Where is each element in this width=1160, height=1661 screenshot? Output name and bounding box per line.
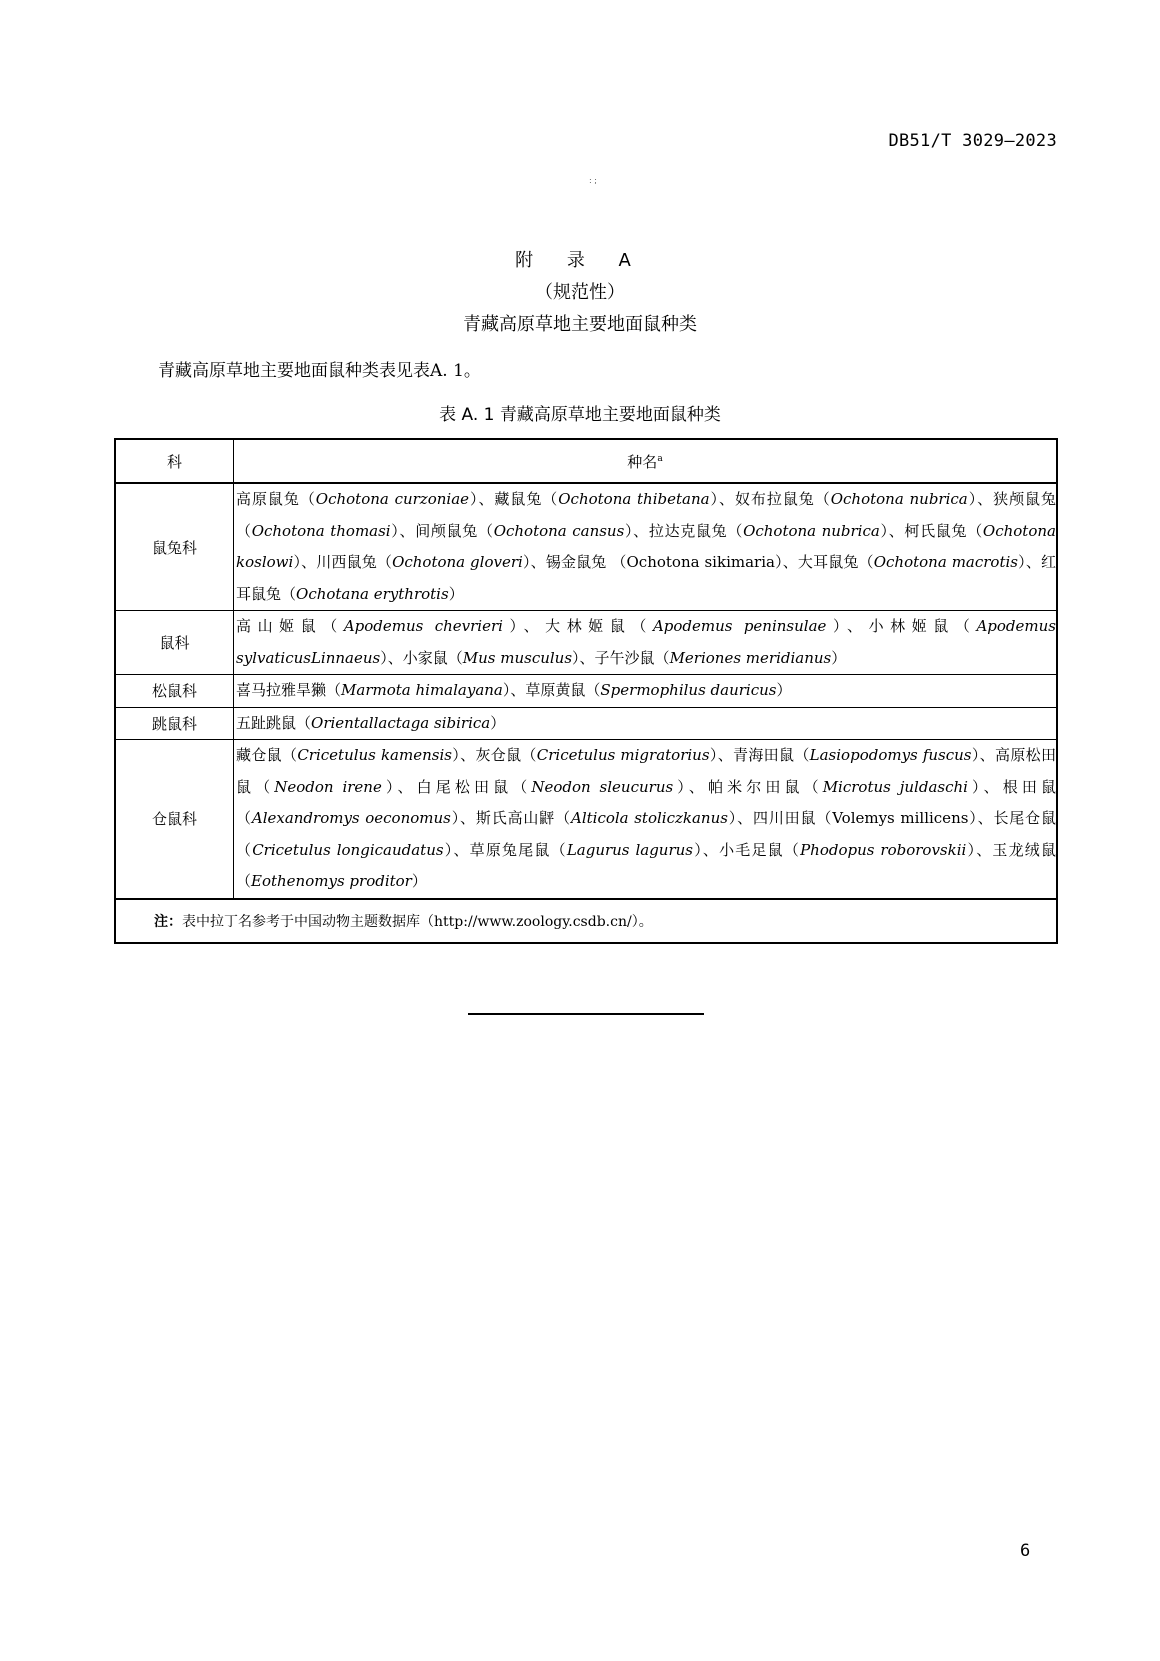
species-text: ）、小林姬鼠（ — [826, 617, 977, 635]
note-label: 注： — [154, 913, 182, 930]
column-header-family: 科 — [115, 439, 234, 483]
latin-name: Cricetulus kamensis — [297, 746, 452, 764]
species-text: ）、帕米尔田鼠（ — [673, 777, 823, 796]
species-text: ）、白尾松田鼠（ — [381, 777, 532, 796]
species-text: 高山姬鼠（ — [236, 617, 344, 635]
family-cell: 鼠科 — [115, 611, 234, 675]
family-cell: 松鼠科 — [115, 675, 234, 708]
species-text: ）、川西鼠兔（ — [293, 553, 393, 571]
table-caption: 表 A. 1 青藏高原草地主要地面鼠种类 — [439, 405, 721, 425]
latin-name: Apodemus peninsulae — [652, 617, 827, 635]
header-marks: : ; — [589, 176, 597, 185]
annex-type: （规范性） — [535, 282, 625, 303]
species-text: ）、草原兔尾鼠（ — [443, 840, 567, 859]
latin-name: Eothenomys proditor — [251, 872, 412, 890]
latin-name: Microtus juldaschi — [822, 777, 968, 796]
page-number: 6 — [1020, 1541, 1031, 1561]
species-text: ）、四川田鼠（Volemys millicens）、长尾仓鼠（ — [236, 809, 1056, 859]
species-text: ） — [448, 584, 464, 603]
latin-name: Ochotona macrotis — [873, 553, 1018, 571]
family-cell: 跳鼠科 — [115, 707, 234, 740]
latin-name: Ochotana erythrotis — [296, 584, 449, 603]
latin-name: Ochotona curzoniae — [315, 490, 470, 508]
family-cell: 仓鼠科 — [115, 740, 234, 899]
species-text: ）、红耳鼠兔（ — [236, 553, 1056, 603]
species-cell — [234, 707, 1058, 740]
latin-name: Ochotona nubrica — [830, 490, 968, 508]
latin-name: Spermophilus dauricus — [600, 681, 777, 699]
species-text: ） — [490, 713, 506, 732]
latin-name: Ochotona nubrica — [743, 521, 880, 540]
table-note — [115, 899, 1057, 943]
latin-name: Cricetulus migratorius — [536, 746, 710, 764]
note-text: 表中拉丁名参考于中国动物主题数据库（http://www.zoology.csdb.cn/）。 — [182, 913, 653, 930]
latin-name: Meriones meridianus — [669, 648, 832, 667]
latin-name: Mus musculus — [462, 648, 573, 667]
document-code: DB51/T 3029—2023 — [888, 131, 1057, 151]
family-cell: 鼠兔科 — [115, 483, 234, 611]
footnote-marker: a — [657, 453, 663, 464]
species-text: ）、斯氏高山䶄（ — [450, 809, 571, 827]
species-text: ）、间颅鼠兔（ — [390, 521, 494, 540]
column-header-species-label: 种名 — [627, 452, 658, 471]
latin-name: Alticola stoliczkanus — [570, 809, 728, 827]
species-table — [114, 438, 1058, 944]
latin-name: Ochotona thomasi — [251, 521, 391, 540]
table-header-row — [115, 439, 1057, 483]
species-text: ）、根田鼠（ — [236, 777, 1056, 827]
latin-name: Orientallactaga sibirica — [311, 713, 491, 732]
table-row — [115, 483, 1057, 611]
species-text: ）、狭颅鼠兔（ — [236, 490, 1056, 540]
annex-title: 附 录 A — [515, 250, 645, 271]
species-text: ）、子午沙鼠（ — [572, 648, 670, 667]
end-divider — [468, 1013, 704, 1015]
species-text: ）、灰仓鼠（ — [451, 746, 537, 764]
latin-name: Ochotona cansus — [493, 521, 625, 540]
column-header-species — [234, 439, 1058, 483]
species-text: ）、大林姬鼠（ — [502, 617, 653, 635]
species-text: 五趾跳鼠（ — [236, 713, 312, 732]
species-cell — [234, 611, 1058, 675]
intro-paragraph: 青藏高原草地主要地面鼠种类表见表A. 1。 — [158, 361, 481, 381]
latin-name: Ochotona koslowi — [236, 521, 1056, 571]
species-text: ）、拉达克鼠兔（ — [624, 521, 744, 540]
latin-name: Neodon sleucurus — [531, 777, 674, 796]
latin-name: Marmota himalayana — [341, 681, 503, 699]
species-text: ） — [411, 872, 427, 890]
latin-name: Ochotona gloveri — [392, 553, 523, 571]
species-text: ）、柯氏鼠兔（ — [879, 521, 983, 540]
latin-name: Neodon irene — [274, 777, 382, 796]
species-cell — [234, 483, 1058, 611]
table-row — [115, 611, 1057, 675]
species-text: 藏仓鼠（ — [236, 746, 298, 764]
table-row — [115, 707, 1057, 740]
table-row — [115, 675, 1057, 708]
species-text: ） — [831, 648, 847, 667]
species-text: ）、奴布拉鼠兔（ — [709, 490, 831, 508]
latin-name: Apodemus chevrieri — [343, 617, 503, 635]
species-text: 高原鼠兔（ — [236, 490, 316, 508]
latin-name: Cricetulus longicaudatus — [252, 840, 444, 859]
species-text: ）、高原松田鼠（ — [236, 746, 1056, 796]
latin-name: Ochotona thibetana — [558, 490, 710, 508]
species-text: ）、草原黄鼠（ — [502, 681, 601, 699]
latin-name: Alexandromys oeconomus — [251, 809, 451, 827]
table-body — [115, 483, 1057, 899]
species-text: ）、小毛足鼠（ — [693, 840, 801, 859]
latin-name: Apodemus sylvaticusLinnaeus — [236, 617, 1056, 667]
species-text: ）、玉龙绒鼠（ — [236, 840, 1056, 890]
species-text: ）、锡金鼠兔 （Ochotona sikimaria）、大耳鼠兔（ — [522, 553, 874, 571]
species-text: 喜马拉雅旱獭（ — [236, 681, 342, 699]
species-text: ） — [776, 681, 792, 699]
species-cell — [234, 740, 1058, 899]
table-row — [115, 740, 1057, 899]
latin-name: Lagurus lagurus — [566, 840, 694, 859]
annex-name: 青藏高原草地主要地面鼠种类 — [463, 314, 697, 335]
latin-name: Lasiopodomys fuscus — [809, 746, 972, 764]
table-note-row — [115, 899, 1057, 943]
species-text: ）、藏鼠兔（ — [469, 490, 559, 508]
species-cell — [234, 675, 1058, 708]
species-text: ）、青海田鼠（ — [709, 746, 810, 764]
species-text: ）、小家鼠（ — [380, 648, 463, 667]
latin-name: Phodopus roborovskii — [800, 840, 967, 859]
